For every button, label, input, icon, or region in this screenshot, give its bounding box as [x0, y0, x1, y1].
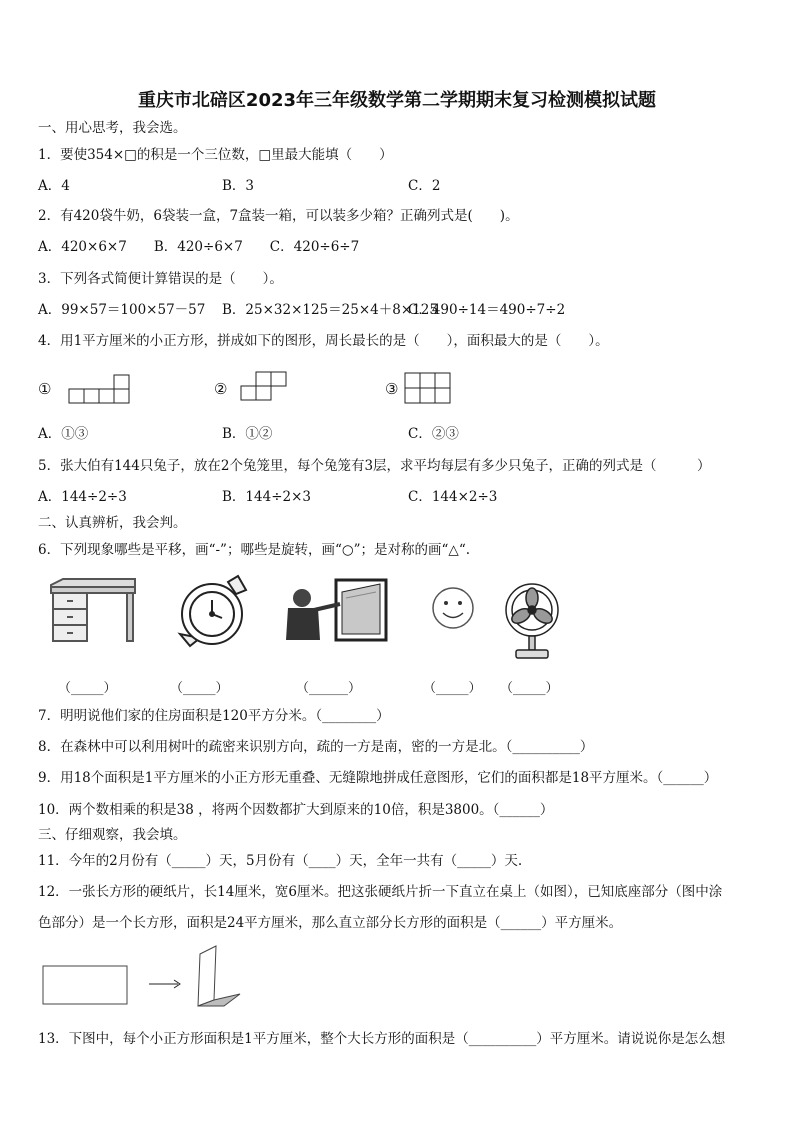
- square-figure-2: [240, 370, 290, 402]
- question-3-option-c: C．490÷14＝490÷7÷2: [408, 302, 566, 318]
- question-2-options: A．420×6×7 B．420÷6×7 C．420÷6÷7: [38, 239, 360, 255]
- section-heading-1: 一、用心思考，我会选。: [38, 120, 187, 136]
- desk-picture: [47, 577, 139, 643]
- electric-fan-picture: [502, 582, 562, 662]
- arrow-icon: [148, 978, 182, 990]
- smiley-face-picture: [430, 585, 476, 631]
- question-1-option-c: C．2: [408, 178, 441, 194]
- question-5-option-c: C．144×2÷3: [408, 489, 498, 505]
- question-13: 13．下图中，每个小正方形面积是1平方厘米，整个大长方形的面积是（__________）平方厘米。请说说你是怎么想: [38, 1031, 726, 1047]
- question-12-line-2: 色部分）是一个长方形，面积是24平方厘米，那么直立部分长方形的面积是（______）平方厘米。: [38, 915, 623, 931]
- question-5-stem: 5．张大伯有144只兔子，放在2个兔笼里，每个兔笼有3层，求平均每层有多少只兔子，正确的列式是（ ）: [38, 458, 711, 474]
- section-heading-3: 三、仔细观察，我会填。: [38, 827, 187, 843]
- figure-2-label: ②: [214, 380, 228, 398]
- question-7: 7．明明说他们家的住房面积是120平方分米。（________）: [38, 708, 390, 724]
- question-5-option-b: B．144÷2×3: [222, 489, 311, 505]
- answer-blank-2[interactable]: （_____）: [170, 681, 229, 696]
- question-2-stem: 2．有420袋牛奶，6袋装一盒，7盒装一箱，可以装多少箱？正确列式是( )。: [38, 208, 519, 224]
- square-figure-1: [68, 372, 132, 404]
- watch-picture: [170, 572, 254, 654]
- question-1-option-b: B．3: [222, 178, 255, 194]
- question-11: 11．今年的2月份有（_____）天，5月份有（____）天，全年一共有（_____）天.: [38, 853, 523, 869]
- question-3-stem: 3．下列各式简便计算错误的是（ ）。: [38, 271, 283, 287]
- question-3-option-a: A．99×57＝100×57－57: [38, 302, 206, 318]
- question-12-line-1: 12．一张长方形的硬纸片，长14厘米，宽6厘米。把这张硬纸片折一下直立在桌上（如图），已知底座部分（图中涂: [38, 884, 723, 900]
- figure-3-label: ③: [385, 380, 399, 398]
- answer-blank-3[interactable]: （______）: [296, 681, 362, 696]
- question-8: 8．在森林中可以利用树叶的疏密来识别方向，疏的一方是南，密的一方是北。（__________）: [38, 739, 594, 755]
- question-4-option-a: A．①③: [38, 426, 89, 442]
- question-4-stem: 4．用1平方厘米的小正方形，拼成如下的图形，周长最长的是（ ），面积最大的是（ ）。: [38, 333, 609, 349]
- page-title: 重庆市北碚区2023年三年级数学第二学期期末复习检测模拟试题: [137, 90, 657, 111]
- answer-blank-5[interactable]: （_____）: [500, 681, 559, 696]
- person-opening-window-picture: [280, 578, 390, 642]
- question-5-option-a: A．144÷2÷3: [38, 489, 127, 505]
- question-10: 10．两个数相乘的积是38 ，将两个因数都扩大到原来的10倍，积是3800。（______）: [38, 802, 554, 818]
- question-3-option-b: B．25×32×125＝25×4＋8×125: [222, 302, 438, 318]
- folded-card-figure: [194, 944, 244, 1012]
- answer-blank-4[interactable]: （_____）: [423, 681, 482, 696]
- question-6-stem: 6．下列现象哪些是平移，画“-”；哪些是旋转，画“○”；是对称的画“△“.: [38, 542, 471, 558]
- question-9: 9．用18个面积是1平方厘米的小正方形无重叠、无缝隙地拼成任意图形，它们的面积都是18平方厘米。（______）: [38, 770, 718, 786]
- answer-blank-1[interactable]: （_____）: [58, 681, 117, 696]
- figure-1-label: ①: [38, 380, 52, 398]
- question-4-option-b: B．①②: [222, 426, 273, 442]
- section-heading-2: 二、认真辨析，我会判。: [38, 515, 187, 531]
- flat-card-rectangle: [42, 964, 130, 1006]
- question-1-stem: 1．要使354×□的积是一个三位数，□里最大能填（ ）: [38, 147, 393, 163]
- question-1-option-a: A．4: [38, 178, 70, 194]
- square-figure-3: [404, 371, 454, 405]
- question-4-option-c: C．②③: [408, 426, 459, 442]
